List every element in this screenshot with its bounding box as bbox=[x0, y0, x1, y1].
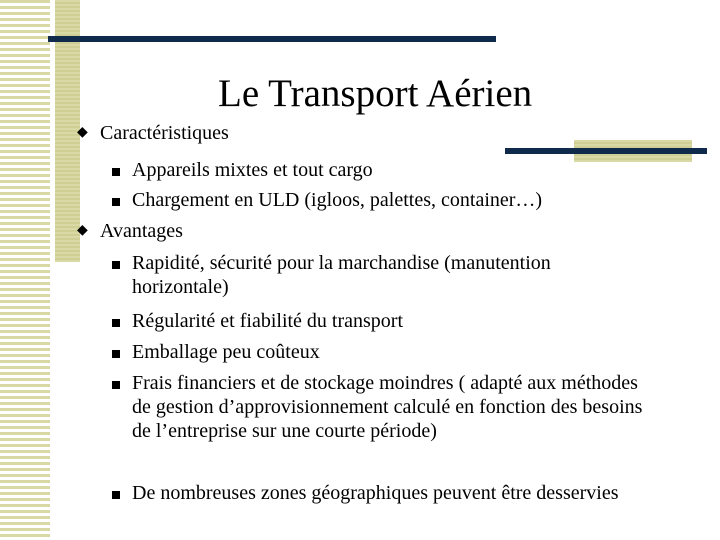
list-item: Régularité et fiabilité du transport bbox=[132, 310, 404, 332]
square-bullet-icon bbox=[112, 319, 120, 327]
square-bullet-icon bbox=[112, 350, 120, 358]
list-item: Emballage peu coûteux bbox=[132, 341, 320, 363]
diamond-bullet-icon: ◆ bbox=[77, 125, 88, 140]
list-item: De nombreuses zones géographiques peuvent être desservies bbox=[132, 482, 619, 504]
list-item: Frais financiers et de stockage moindres ( adapté aux méthodes de gestion d’approvisionnement calculé en fonction des besoins de l’entreprise sur une courte période) bbox=[132, 372, 643, 442]
decorative-right-rule bbox=[505, 148, 707, 154]
diamond-bullet-icon: ◆ bbox=[77, 223, 88, 238]
square-bullet-icon bbox=[112, 168, 120, 176]
list-item: Appareils mixtes et tout cargo bbox=[132, 159, 373, 181]
square-bullet-icon bbox=[112, 198, 120, 206]
slide-title: Le Transport Aérien bbox=[218, 72, 533, 115]
decorative-stripes-left bbox=[0, 0, 50, 540]
square-bullet-icon bbox=[112, 381, 120, 389]
title-top-rule bbox=[48, 36, 496, 42]
square-bullet-icon bbox=[112, 261, 120, 269]
section-heading-caracteristiques: Caractéristiques bbox=[100, 122, 229, 144]
section-heading-avantages: Avantages bbox=[100, 220, 183, 242]
list-item: Rapidité, sécurité pour la marchandise (manutention horizontale) bbox=[132, 252, 551, 298]
list-item: Chargement en ULD (igloos, palettes, container…) bbox=[132, 189, 543, 211]
square-bullet-icon bbox=[112, 491, 120, 499]
